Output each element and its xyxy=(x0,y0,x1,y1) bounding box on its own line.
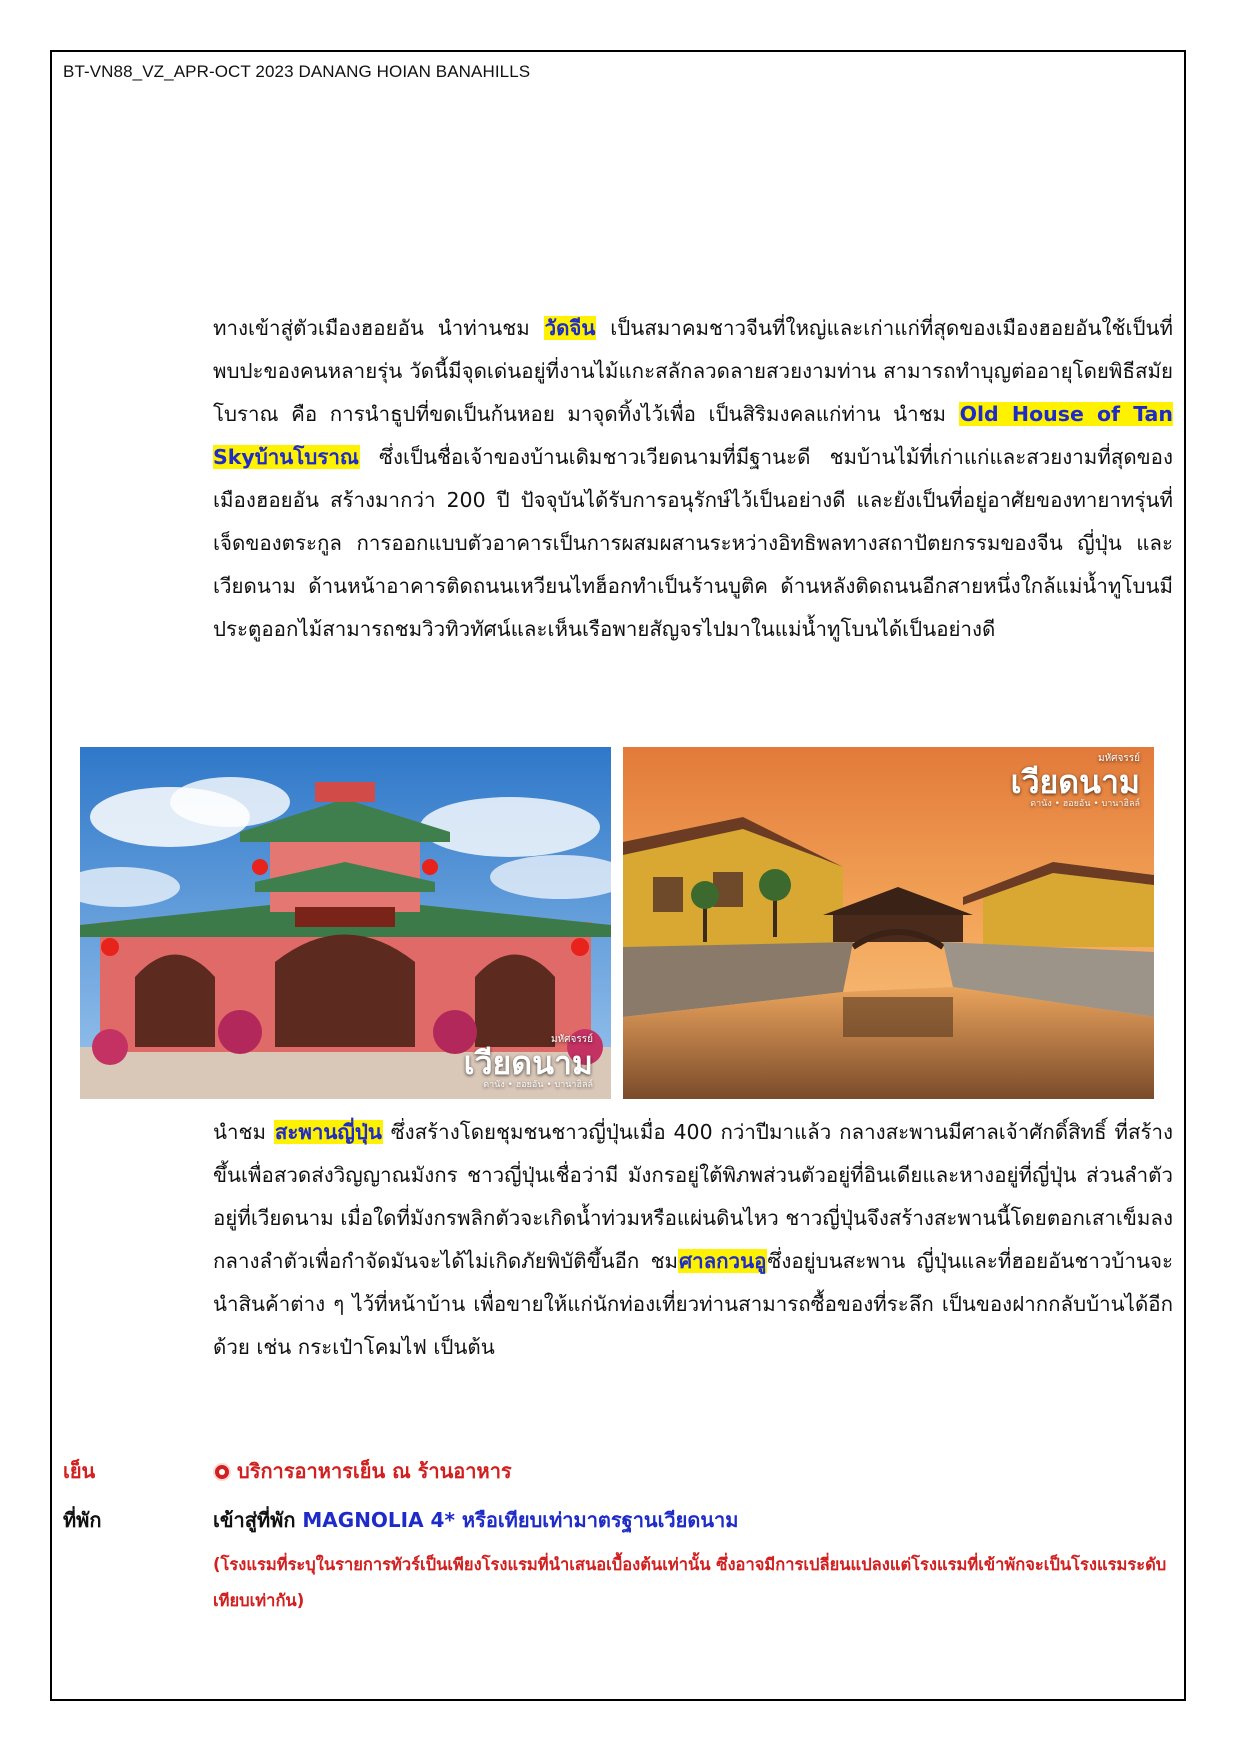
para2-text-2: ซึ่งสร้างโดยชุมชนชาวญี่ปุ่นเมื่อ 400 กว่าปีมาแล้ว กลางสะพานมีศาลเจ้าศักดิ์สิทธิ์ ที่สร้างขึ้นเพื่อสวดส่งวิญญาณมังกร ชาวญี่ปุ่นเชื่อว่ามี มังกรอยู่ใต้พิภพส่วนตัวอยู่ที่อินเดียและหางอยู่ที่ญี่ปุ่น ส่วนลำตัวอยู่ที่เวียดนาม เมื่อใดที่มังกรพลิกตัวจะเกิดน้ำท่วมหรือแผ่นดินไหว ชาวญี่ปุ่นจึงสร้างสะพานนี้โดยตอกเสาเข็มลงกลางลำตัวเพื่อกำจัดมันจะได้ไม่เกิดภัยพิบัติขึ้นอีก ชม xyxy=(213,1120,1173,1273)
chinese-temple-highlight: วัดจีน xyxy=(544,316,596,340)
hotel-prefix: เข้าสู่ที่พัก xyxy=(213,1508,303,1532)
para1-text-3: ซึ่งเป็นชื่อเจ้าของบ้านเดิมชาวเวียดนามที่มีฐานะดี ชมบ้านไม้ที่เก่าแก่และสวยงามที่สุดของเมืองฮอยอัน สร้างมากว่า 200 ปี ปัจจุบันได้รับการอนุรักษ์ไว้เป็นอย่างดี และยังเป็นที่อยู่อาศัยของทายาทรุ่นที่เจ็ดของตระกูล การออกแบบตัวอาคารเป็นการผสมผสานระหว่างอิทธิพลทางสถาปัตยกรรมของจีน ญี่ปุ่น และเวียดนาม ด้านหน้าอาคารติดถนนเหวียนไทฮ็อกทำเป็นร้านบูติค ด้านหลังติดถนนอีกสายหนึ่งใกล้แม่น้ำทูโบนมีประตูออกไม้สามารถชมวิวทิวทัศน์และเห็นเรือพายสัญจรไปมาในแม่น้ำทูโบนได้เป็นอย่างดี xyxy=(213,445,1173,641)
para1-text-1: ทางเข้าสู่ตัวเมืองฮอยอัน นำท่านชม xyxy=(213,316,544,340)
japanese-bridge-photo xyxy=(623,747,1154,1099)
para1-text-2: เป็นสมาคมชาวจีนที่ใหญ่และเก่าแก่ที่สุดของเมืองฮอยอันใช้เป็นที่พบปะของคนหลายรุ่น วัดนี้มีจุดเด่นอยู่ที่งานไม้แกะสลักลวดลายสวยงามท่าน สามารถทำบุญต่ออายุโดยพิธีสมัยโบราณ คือ การนำธูปที่ขดเป็นก้นหอย มาจุดทิ้งไว้เพื่อ เป็นสิริมงคลแก่ท่าน นำชม xyxy=(213,316,1173,426)
hoian-intro-paragraph xyxy=(213,307,1173,651)
old-house-highlight: Old House of Tan Skyบ้านโบราณ xyxy=(213,402,1173,469)
japanese-bridge-highlight: สะพานญี่ปุ่น xyxy=(274,1120,382,1144)
japanese-bridge-paragraph xyxy=(213,1111,1173,1369)
guan-yu-shrine-highlight: ศาลกวนอู xyxy=(679,1249,767,1273)
dinner-info xyxy=(213,1455,512,1487)
hotel-name: MAGNOLIA 4* หรือเทียบเท่ามาตรฐานเวียดนาม xyxy=(302,1508,739,1532)
dinner-label: เย็น xyxy=(63,1459,96,1483)
vietnam-watermark-left: มหัศจรรย์ เวียดนาม ดานัง • ฮอยอัน • บานาฮิลล์ xyxy=(463,1034,593,1090)
hotel-label: ที่พัก xyxy=(63,1508,102,1532)
chinese-temple-photo xyxy=(80,747,611,1099)
para2-text-1: นำชม xyxy=(213,1120,274,1144)
plate-icon xyxy=(213,1463,231,1481)
hotel-info xyxy=(213,1504,738,1536)
para2-text-3: ซึ่งอยู่บนสะพาน ญี่ปุ่นและที่ฮอยอันชาวบ้านจะนำสินค้าต่าง ๆ ไว้ที่หน้าบ้าน เพื่อขายให้แก่นักท่องเที่ยวท่านสามารถซื้อของที่ระลึก เป็นของฝากกลับบ้านได้อีกด้วย เช่น กระเป๋าโคมไฟ เป็นต้น xyxy=(213,1249,1173,1359)
document-code-header: BT-VN88_VZ_APR-OCT 2023 DANANG HOIAN BANAHILLS xyxy=(63,62,531,81)
dinner-text: บริการอาหารเย็น ณ ร้านอาหาร xyxy=(237,1459,512,1483)
vietnam-watermark-right: มหัศจรรย์ เวียดนาม ดานัง • ฮอยอัน • บานาฮิลล์ xyxy=(1010,753,1140,809)
hotel-disclaimer-note: (โรงแรมที่ระบุในรายการทัวร์เป็นเพียงโรงแรมที่นำเสนอเบื้องต้นเท่านั้น ซึ่งอาจมีการเปลี่ยนแปลงแต่โรงแรมที่เข้าพักจะเป็นโรงแรมระดับเทียบเท่ากัน) xyxy=(213,1555,1167,1610)
